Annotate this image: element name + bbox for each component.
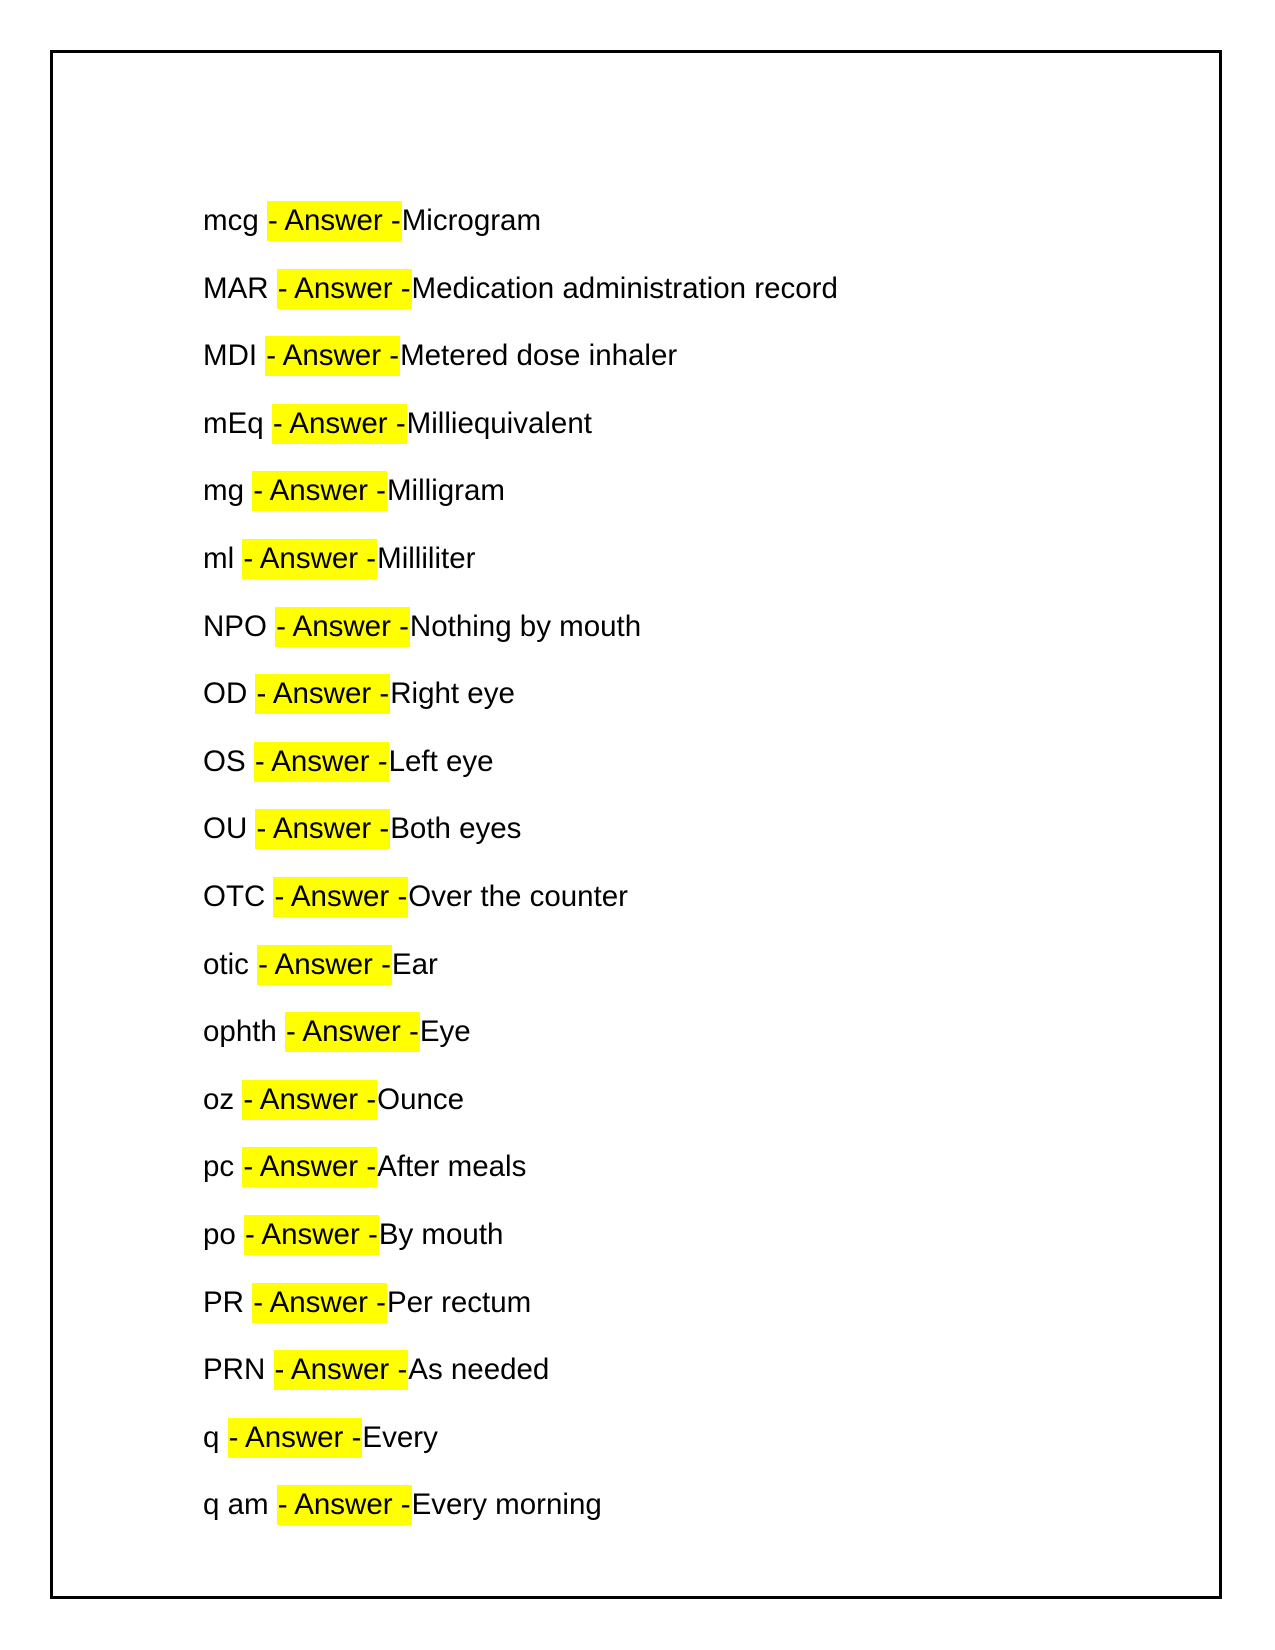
answer-marker: - Answer -: [277, 1485, 412, 1525]
entry-term: q: [203, 1420, 220, 1454]
entry-term: mg: [203, 474, 244, 508]
entry-term: OS: [203, 744, 246, 778]
list-item: [203, 1283, 838, 1351]
answer-marker: - Answer -: [254, 742, 389, 782]
list-item: [203, 1012, 838, 1080]
entry-definition: Left eye: [388, 744, 494, 778]
entry-term: OD: [203, 677, 248, 711]
entry-definition: Per rectum: [386, 1285, 532, 1319]
entry-term: mcg: [203, 204, 259, 237]
list-item: [203, 674, 838, 742]
page-frame: [50, 50, 1222, 1599]
entry-definition: Nothing by mouth: [409, 609, 642, 643]
entry-definition: Right eye: [390, 677, 515, 711]
list-item: [203, 1350, 838, 1418]
entry-term: oz: [203, 1082, 235, 1116]
entry-definition: Milligram: [386, 474, 505, 508]
answer-marker: - Answer -: [255, 809, 390, 849]
answer-marker: - Answer -: [265, 336, 400, 376]
entry-definition: Every: [362, 1420, 438, 1454]
entry-definition: Medication administration record: [411, 271, 838, 305]
entry-definition: By mouth: [378, 1217, 504, 1251]
entry-term: ml: [203, 541, 235, 575]
list-item: [203, 1418, 838, 1486]
answer-marker: - Answer -: [267, 201, 402, 241]
entry-definition: Both eyes: [390, 812, 522, 846]
answer-marker: - Answer -: [242, 1147, 377, 1187]
list-item: [203, 471, 838, 539]
list-item: [203, 539, 838, 607]
entry-definition: Metered dose inhaler: [400, 339, 678, 373]
entry-term: PR: [203, 1285, 244, 1319]
entry-term: po: [203, 1217, 236, 1251]
list-item: [203, 201, 838, 269]
entry-term: OTC: [203, 879, 266, 913]
answer-marker: - Answer -: [242, 539, 377, 579]
answer-marker: - Answer -: [252, 1283, 387, 1323]
entry-term: MAR: [203, 271, 269, 305]
list-item: [203, 1080, 838, 1148]
list-item: [203, 945, 838, 1013]
answer-marker: - Answer -: [255, 674, 390, 714]
list-item: [203, 809, 838, 877]
entry-term: OU: [203, 812, 248, 846]
answer-marker: - Answer -: [257, 945, 392, 985]
list-item: [203, 1147, 838, 1215]
entry-definition: After meals: [377, 1150, 527, 1184]
entry-definition: Microgram: [401, 204, 542, 237]
answer-marker: - Answer -: [228, 1418, 363, 1458]
answer-marker: - Answer -: [242, 1080, 377, 1120]
entry-term: q am: [203, 1488, 269, 1522]
entry-definition: Ear: [391, 947, 438, 981]
list-item: [203, 269, 838, 337]
list-item: [203, 336, 838, 404]
answer-marker: - Answer -: [252, 471, 387, 511]
list-item: [203, 1485, 838, 1553]
entry-definition: Milliliter: [377, 541, 476, 575]
entry-term: MDI: [203, 339, 258, 373]
list-item: [203, 877, 838, 945]
answer-marker: - Answer -: [277, 269, 412, 309]
entry-definition: Over the counter: [408, 879, 628, 913]
list-item: [203, 742, 838, 810]
entry-term: pc: [203, 1150, 235, 1184]
entry-definition: Every morning: [411, 1488, 602, 1522]
entry-definition: As needed: [408, 1353, 550, 1387]
answer-marker: - Answer -: [273, 877, 408, 917]
list-item: [203, 607, 838, 675]
entry-definition: Milliequivalent: [406, 406, 592, 440]
entry-term: mEq: [203, 406, 264, 440]
entry-definition: Eye: [419, 1015, 471, 1049]
entry-list: [203, 201, 838, 1553]
answer-marker: - Answer -: [244, 1215, 379, 1255]
list-item: [203, 404, 838, 472]
list-item: [203, 1215, 838, 1283]
entry-term: NPO: [203, 609, 267, 643]
answer-marker: - Answer -: [272, 404, 407, 444]
answer-marker: - Answer -: [274, 1350, 409, 1390]
entry-term: PRN: [203, 1353, 266, 1387]
answer-marker: - Answer -: [275, 607, 410, 647]
answer-marker: - Answer -: [285, 1012, 420, 1052]
entry-term: ophth: [203, 1015, 277, 1049]
entry-term: otic: [203, 947, 249, 981]
entry-definition: Ounce: [377, 1082, 465, 1116]
